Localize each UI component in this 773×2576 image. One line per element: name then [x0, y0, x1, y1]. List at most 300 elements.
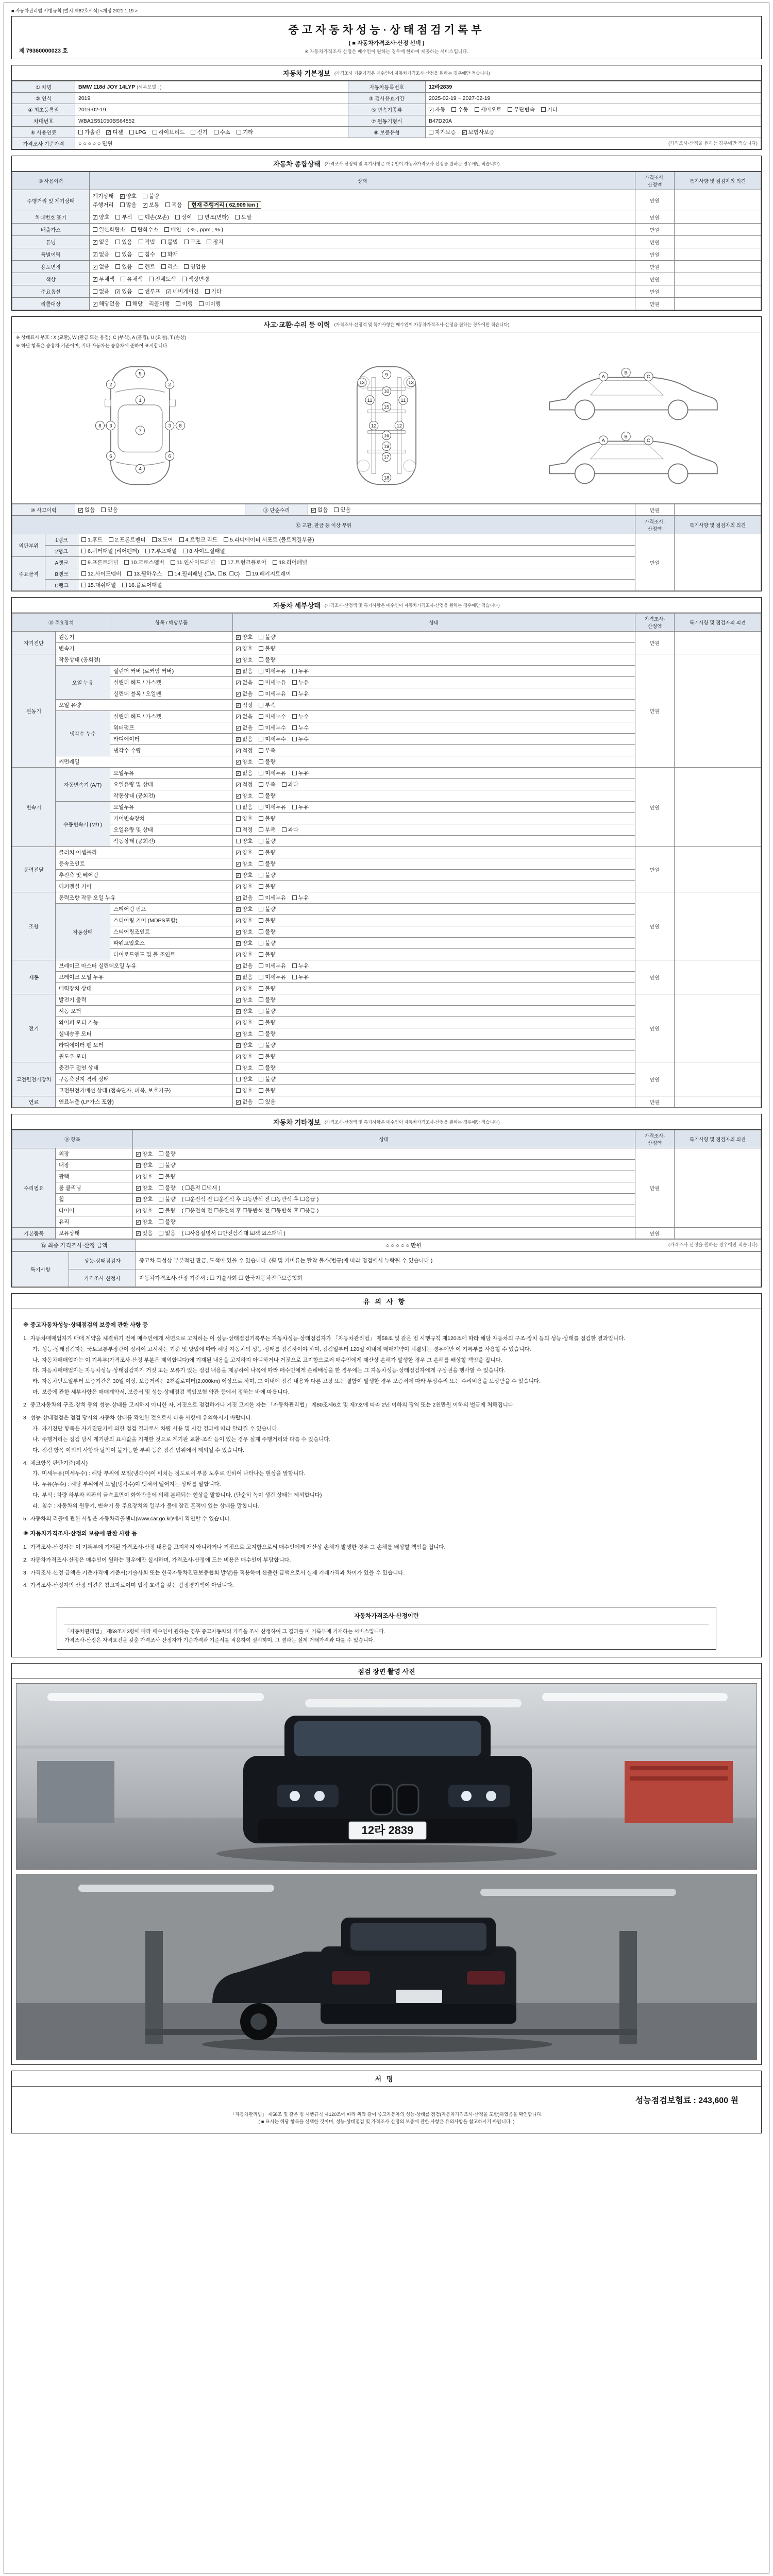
checkbox-icon[interactable]	[159, 1219, 163, 1224]
checkbox-option[interactable]	[236, 803, 253, 811]
checkbox-icon[interactable]	[236, 635, 241, 640]
checkbox-icon[interactable]	[236, 1043, 241, 1048]
checkbox-option[interactable]	[159, 1150, 175, 1158]
checkbox-option[interactable]	[259, 928, 275, 936]
checkbox-icon[interactable]	[93, 277, 97, 282]
checkbox-icon[interactable]	[259, 635, 263, 639]
checkbox-option[interactable]	[236, 1030, 253, 1038]
checkbox-option[interactable]	[159, 1229, 175, 1237]
checkbox-option[interactable]	[292, 769, 309, 777]
checkbox-option[interactable]	[81, 570, 121, 578]
checkbox-icon[interactable]	[184, 264, 189, 269]
checkbox-icon[interactable]	[259, 895, 263, 900]
checkbox-option[interactable]	[236, 973, 253, 981]
checkbox-icon[interactable]	[236, 987, 241, 991]
checkbox-option[interactable]	[259, 792, 275, 800]
checkbox-option[interactable]	[259, 781, 275, 788]
checkbox-icon[interactable]	[236, 669, 241, 674]
checkbox-option[interactable]	[236, 679, 253, 686]
checkbox-option[interactable]	[259, 996, 275, 1004]
checkbox-option[interactable]	[101, 506, 117, 514]
checkbox-option[interactable]	[273, 558, 307, 566]
checkbox-icon[interactable]	[199, 301, 204, 306]
checkbox-option[interactable]	[136, 1218, 153, 1226]
checkbox-option[interactable]	[115, 238, 132, 246]
checkbox-icon[interactable]	[259, 805, 263, 809]
checkbox-option[interactable]	[259, 951, 275, 958]
checkbox-option[interactable]	[159, 1173, 175, 1180]
checkbox-icon[interactable]	[184, 240, 189, 244]
checkbox-icon[interactable]	[259, 907, 263, 911]
checkbox-icon[interactable]	[120, 202, 125, 207]
checkbox-icon[interactable]	[136, 1197, 141, 1202]
checkbox-option[interactable]	[475, 106, 502, 113]
checkbox-icon[interactable]	[259, 737, 263, 741]
checkbox-option[interactable]	[93, 226, 125, 233]
checkbox-option[interactable]	[124, 558, 164, 566]
checkbox-icon[interactable]	[236, 1077, 241, 1081]
checkbox-icon[interactable]	[236, 771, 241, 776]
checkbox-icon[interactable]	[259, 646, 263, 651]
checkbox-option[interactable]	[115, 287, 132, 295]
checkbox-icon[interactable]	[236, 998, 241, 1003]
checkbox-option[interactable]	[282, 826, 298, 834]
checkbox-option[interactable]	[236, 1053, 253, 1060]
checkbox-option[interactable]	[236, 758, 253, 766]
checkbox-option[interactable]	[236, 1064, 253, 1072]
checkbox-icon[interactable]	[236, 681, 241, 685]
checkbox-icon[interactable]	[122, 583, 127, 587]
checkbox-option[interactable]	[161, 238, 178, 246]
checkbox-option[interactable]	[541, 106, 558, 113]
checkbox-option[interactable]	[236, 747, 253, 754]
checkbox-option[interactable]	[93, 275, 114, 283]
checkbox-option[interactable]	[143, 201, 159, 209]
checkbox-icon[interactable]	[292, 805, 297, 809]
checkbox-option[interactable]	[236, 1098, 253, 1106]
checkbox-option[interactable]	[259, 769, 286, 777]
checkbox-option[interactable]	[136, 1229, 153, 1237]
checkbox-option[interactable]	[171, 558, 215, 566]
checkbox-icon[interactable]	[237, 130, 241, 134]
checkbox-option[interactable]	[152, 536, 173, 544]
checkbox-icon[interactable]	[139, 215, 143, 219]
checkbox-icon[interactable]	[152, 537, 157, 542]
checkbox-icon[interactable]	[259, 873, 263, 877]
checkbox-option[interactable]	[139, 263, 155, 270]
checkbox-icon[interactable]	[259, 839, 263, 843]
checkbox-icon[interactable]	[171, 560, 175, 565]
checkbox-icon[interactable]	[236, 1055, 241, 1059]
checkbox-option[interactable]	[136, 1207, 153, 1214]
checkbox-icon[interactable]	[292, 895, 297, 900]
checkbox-option[interactable]	[236, 1019, 253, 1026]
checkbox-icon[interactable]	[136, 1209, 141, 1213]
checkbox-option[interactable]	[292, 803, 309, 811]
checkbox-icon[interactable]	[124, 560, 129, 565]
checkbox-icon[interactable]	[214, 130, 219, 134]
checkbox-icon[interactable]	[273, 560, 277, 565]
checkbox-option[interactable]	[236, 837, 253, 845]
checkbox-option[interactable]	[259, 1064, 275, 1072]
checkbox-option[interactable]	[93, 300, 120, 308]
checkbox-icon[interactable]	[164, 227, 169, 232]
checkbox-option[interactable]	[236, 1075, 253, 1083]
checkbox-icon[interactable]	[259, 861, 263, 866]
checkbox-option[interactable]	[139, 238, 155, 246]
checkbox-icon[interactable]	[259, 929, 263, 934]
checkbox-option[interactable]	[292, 735, 309, 743]
checkbox-icon[interactable]	[259, 941, 263, 945]
checkbox-icon[interactable]	[259, 657, 263, 662]
checkbox-option[interactable]	[259, 803, 286, 811]
checkbox-icon[interactable]	[115, 240, 120, 244]
checkbox-option[interactable]	[451, 106, 468, 113]
checkbox-icon[interactable]	[259, 918, 263, 923]
checkbox-icon[interactable]	[236, 647, 241, 651]
price-survey-select[interactable]: ( ■ 자동차가격조사·산정 선택 )	[348, 40, 425, 46]
checkbox-icon[interactable]	[93, 240, 97, 245]
checkbox-option[interactable]	[259, 837, 275, 845]
checkbox-option[interactable]	[161, 263, 178, 270]
checkbox-option[interactable]	[259, 1098, 275, 1106]
checkbox-option[interactable]	[236, 1087, 253, 1094]
checkbox-icon[interactable]	[236, 658, 241, 663]
checkbox-icon[interactable]	[129, 130, 134, 134]
checkbox-icon[interactable]	[115, 264, 120, 269]
checkbox-option[interactable]	[429, 128, 456, 136]
checkbox-icon[interactable]	[236, 862, 241, 867]
checkbox-option[interactable]	[259, 747, 275, 754]
checkbox-option[interactable]	[236, 849, 253, 856]
checkbox-option[interactable]	[93, 238, 109, 246]
checkbox-option[interactable]	[236, 735, 253, 743]
checkbox-option[interactable]	[236, 871, 253, 879]
checkbox-option[interactable]	[184, 263, 206, 270]
checkbox-icon[interactable]	[292, 963, 297, 968]
checkbox-option[interactable]	[143, 192, 159, 200]
checkbox-option[interactable]	[259, 894, 286, 902]
checkbox-option[interactable]	[126, 300, 143, 308]
checkbox-option[interactable]	[81, 558, 118, 566]
checkbox-option[interactable]	[121, 275, 142, 283]
checkbox-option[interactable]	[282, 781, 298, 788]
checkbox-icon[interactable]	[131, 227, 136, 232]
checkbox-option[interactable]	[184, 238, 200, 246]
checkbox-option[interactable]	[81, 536, 103, 544]
checkbox-icon[interactable]	[149, 277, 154, 281]
checkbox-option[interactable]	[120, 192, 137, 200]
checkbox-option[interactable]	[259, 815, 275, 822]
checkbox-option[interactable]	[259, 985, 275, 992]
checkbox-icon[interactable]	[176, 301, 180, 306]
checkbox-icon[interactable]	[259, 1088, 263, 1093]
checkbox-icon[interactable]	[159, 1151, 163, 1156]
checkbox-option[interactable]	[159, 1195, 175, 1203]
checkbox-icon[interactable]	[292, 691, 297, 696]
checkbox-icon[interactable]	[259, 759, 263, 764]
checkbox-icon[interactable]	[259, 725, 263, 730]
checkbox-option[interactable]	[292, 973, 309, 981]
checkbox-option[interactable]	[81, 581, 116, 589]
checkbox-option[interactable]	[115, 250, 132, 258]
checkbox-icon[interactable]	[259, 748, 263, 753]
checkbox-option[interactable]	[159, 1161, 175, 1169]
checkbox-option[interactable]	[236, 645, 253, 652]
checkbox-option[interactable]	[93, 213, 109, 221]
checkbox-icon[interactable]	[179, 537, 184, 542]
checkbox-option[interactable]	[115, 213, 132, 221]
checkbox-icon[interactable]	[145, 549, 150, 553]
checkbox-option[interactable]	[292, 713, 309, 720]
checkbox-icon[interactable]	[224, 537, 228, 542]
checkbox-icon[interactable]	[236, 975, 241, 980]
checkbox-icon[interactable]	[259, 771, 263, 775]
checkbox-icon[interactable]	[236, 783, 241, 787]
checkbox-icon[interactable]	[236, 692, 241, 697]
checkbox-option[interactable]	[122, 581, 162, 589]
checkbox-icon[interactable]	[81, 549, 86, 553]
checkbox-option[interactable]	[259, 724, 286, 732]
checkbox-option[interactable]	[259, 883, 275, 890]
checkbox-option[interactable]	[259, 1087, 275, 1094]
checkbox-icon[interactable]	[462, 130, 467, 135]
checkbox-icon[interactable]	[429, 108, 433, 112]
checkbox-option[interactable]	[145, 547, 177, 555]
checkbox-icon[interactable]	[143, 194, 147, 198]
checkbox-icon[interactable]	[475, 107, 479, 112]
checkbox-icon[interactable]	[236, 839, 241, 843]
checkbox-icon[interactable]	[93, 215, 97, 220]
checkbox-icon[interactable]	[259, 850, 263, 855]
checkbox-icon[interactable]	[139, 289, 143, 294]
checkbox-option[interactable]	[236, 781, 253, 788]
checkbox-icon[interactable]	[259, 680, 263, 685]
checkbox-icon[interactable]	[139, 240, 143, 244]
checkbox-option[interactable]	[236, 883, 253, 890]
checkbox-icon[interactable]	[93, 265, 97, 269]
checkbox-icon[interactable]	[259, 1009, 263, 1013]
checkbox-option[interactable]	[183, 547, 225, 555]
checkbox-icon[interactable]	[259, 793, 263, 798]
checkbox-option[interactable]	[182, 275, 209, 283]
checkbox-option[interactable]	[236, 985, 253, 992]
checkbox-option[interactable]	[246, 570, 291, 578]
checkbox-icon[interactable]	[311, 508, 316, 513]
checkbox-option[interactable]	[292, 724, 309, 732]
checkbox-icon[interactable]	[236, 851, 241, 855]
checkbox-icon[interactable]	[236, 715, 241, 719]
checkbox-icon[interactable]	[236, 749, 241, 753]
checkbox-icon[interactable]	[166, 290, 171, 294]
checkbox-option[interactable]	[311, 506, 328, 514]
checkbox-icon[interactable]	[429, 130, 433, 134]
checkbox-option[interactable]	[292, 679, 309, 686]
checkbox-icon[interactable]	[175, 215, 180, 219]
checkbox-icon[interactable]	[236, 794, 241, 799]
checkbox-option[interactable]	[205, 287, 222, 295]
checkbox-icon[interactable]	[81, 537, 86, 542]
checkbox-icon[interactable]	[139, 252, 143, 257]
checkbox-option[interactable]	[259, 645, 275, 652]
checkbox-option[interactable]	[236, 713, 253, 720]
checkbox-icon[interactable]	[236, 930, 241, 935]
checkbox-option[interactable]	[236, 656, 253, 664]
checkbox-icon[interactable]	[115, 215, 120, 219]
checkbox-icon[interactable]	[139, 264, 143, 269]
checkbox-option[interactable]	[106, 128, 123, 136]
checkbox-icon[interactable]	[236, 907, 241, 912]
checkbox-icon[interactable]	[259, 952, 263, 957]
checkbox-icon[interactable]	[541, 107, 546, 112]
checkbox-option[interactable]	[164, 226, 181, 233]
checkbox-option[interactable]	[236, 792, 253, 800]
checkbox-icon[interactable]	[106, 130, 111, 135]
checkbox-option[interactable]	[259, 962, 286, 970]
checkbox-icon[interactable]	[136, 1220, 141, 1225]
checkbox-option[interactable]	[334, 506, 350, 514]
checkbox-option[interactable]	[236, 962, 253, 970]
checkbox-icon[interactable]	[236, 964, 241, 969]
checkbox-icon[interactable]	[292, 680, 297, 685]
checkbox-icon[interactable]	[236, 737, 241, 742]
checkbox-icon[interactable]	[236, 873, 241, 878]
checkbox-icon[interactable]	[282, 827, 287, 832]
checkbox-icon[interactable]	[236, 1009, 241, 1014]
checkbox-icon[interactable]	[161, 240, 166, 244]
checkbox-option[interactable]	[236, 996, 253, 1004]
checkbox-icon[interactable]	[259, 975, 263, 979]
checkbox-icon[interactable]	[236, 941, 241, 946]
checkbox-icon[interactable]	[259, 884, 263, 889]
checkbox-option[interactable]	[236, 690, 253, 698]
checkbox-option[interactable]	[259, 656, 275, 664]
checkbox-option[interactable]	[259, 826, 275, 834]
checkbox-icon[interactable]	[136, 1231, 141, 1236]
checkbox-icon[interactable]	[115, 252, 120, 257]
checkbox-option[interactable]	[199, 300, 221, 308]
checkbox-option[interactable]	[191, 128, 207, 136]
checkbox-icon[interactable]	[207, 240, 211, 244]
checkbox-option[interactable]	[236, 667, 253, 675]
checkbox-option[interactable]	[259, 1007, 275, 1015]
checkbox-option[interactable]	[179, 536, 217, 544]
checkbox-option[interactable]	[236, 905, 253, 913]
checkbox-option[interactable]	[236, 951, 253, 958]
checkbox-option[interactable]	[139, 287, 160, 295]
checkbox-icon[interactable]	[259, 669, 263, 673]
checkbox-icon[interactable]	[259, 1065, 263, 1070]
checkbox-icon[interactable]	[93, 289, 97, 294]
checkbox-icon[interactable]	[159, 1197, 163, 1201]
checkbox-icon[interactable]	[259, 997, 263, 1002]
checkbox-option[interactable]	[161, 250, 178, 258]
checkbox-icon[interactable]	[143, 203, 147, 208]
checkbox-option[interactable]	[165, 201, 182, 209]
checkbox-icon[interactable]	[246, 571, 250, 576]
checkbox-icon[interactable]	[120, 194, 125, 199]
checkbox-option[interactable]	[236, 1041, 253, 1049]
checkbox-icon[interactable]	[236, 885, 241, 889]
checkbox-icon[interactable]	[136, 1152, 141, 1157]
checkbox-icon[interactable]	[183, 549, 188, 553]
checkbox-option[interactable]	[292, 894, 309, 902]
checkbox-icon[interactable]	[236, 919, 241, 923]
checkbox-icon[interactable]	[259, 827, 263, 832]
checkbox-icon[interactable]	[236, 1021, 241, 1025]
checkbox-icon[interactable]	[259, 1099, 263, 1104]
checkbox-icon[interactable]	[153, 130, 157, 134]
checkbox-option[interactable]	[236, 928, 253, 936]
checkbox-option[interactable]	[259, 1030, 275, 1038]
checkbox-option[interactable]	[176, 300, 192, 308]
checkbox-icon[interactable]	[159, 1163, 163, 1167]
checkbox-option[interactable]	[259, 860, 275, 868]
checkbox-icon[interactable]	[292, 771, 297, 775]
checkbox-icon[interactable]	[292, 725, 297, 730]
checkbox-option[interactable]	[159, 1207, 175, 1214]
checkbox-icon[interactable]	[205, 289, 210, 294]
checkbox-icon[interactable]	[93, 227, 97, 232]
checkbox-icon[interactable]	[236, 816, 241, 821]
checkbox-option[interactable]	[139, 250, 155, 258]
checkbox-icon[interactable]	[259, 1054, 263, 1059]
checkbox-icon[interactable]	[93, 252, 97, 257]
checkbox-option[interactable]	[129, 129, 146, 135]
checkbox-option[interactable]	[236, 633, 253, 641]
checkbox-option[interactable]	[149, 275, 176, 283]
checkbox-icon[interactable]	[126, 301, 131, 306]
checkbox-option[interactable]	[207, 238, 223, 246]
checkbox-option[interactable]	[259, 1075, 275, 1083]
checkbox-icon[interactable]	[259, 816, 263, 821]
checkbox-option[interactable]	[259, 758, 275, 766]
checkbox-icon[interactable]	[259, 963, 263, 968]
checkbox-option[interactable]	[292, 690, 309, 698]
checkbox-icon[interactable]	[159, 1231, 163, 1235]
checkbox-option[interactable]	[136, 1161, 153, 1169]
checkbox-option[interactable]	[236, 815, 253, 822]
checkbox-option[interactable]	[236, 724, 253, 732]
checkbox-option[interactable]	[236, 939, 253, 947]
checkbox-option[interactable]	[168, 570, 240, 578]
checkbox-icon[interactable]	[259, 714, 263, 719]
checkbox-icon[interactable]	[81, 571, 86, 576]
checkbox-option[interactable]	[259, 667, 286, 675]
checkbox-option[interactable]	[153, 128, 185, 136]
checkbox-option[interactable]	[127, 570, 162, 578]
checkbox-icon[interactable]	[81, 560, 86, 565]
checkbox-option[interactable]	[159, 1218, 175, 1226]
checkbox-option[interactable]	[78, 506, 95, 514]
checkbox-icon[interactable]	[136, 1163, 141, 1168]
checkbox-option[interactable]	[259, 849, 275, 856]
checkbox-icon[interactable]	[508, 107, 512, 112]
checkbox-icon[interactable]	[127, 571, 132, 576]
checkbox-icon[interactable]	[159, 1185, 163, 1190]
checkbox-option[interactable]	[259, 701, 275, 709]
checkbox-option[interactable]	[292, 667, 309, 675]
checkbox-option[interactable]	[259, 735, 286, 743]
checkbox-option[interactable]	[259, 871, 275, 879]
checkbox-option[interactable]	[136, 1150, 153, 1158]
checkbox-icon[interactable]	[159, 1208, 163, 1213]
checkbox-icon[interactable]	[236, 1065, 241, 1070]
checkbox-icon[interactable]	[121, 277, 125, 281]
checkbox-option[interactable]	[259, 1041, 275, 1049]
checkbox-option[interactable]	[236, 826, 253, 834]
checkbox-option[interactable]	[236, 769, 253, 777]
